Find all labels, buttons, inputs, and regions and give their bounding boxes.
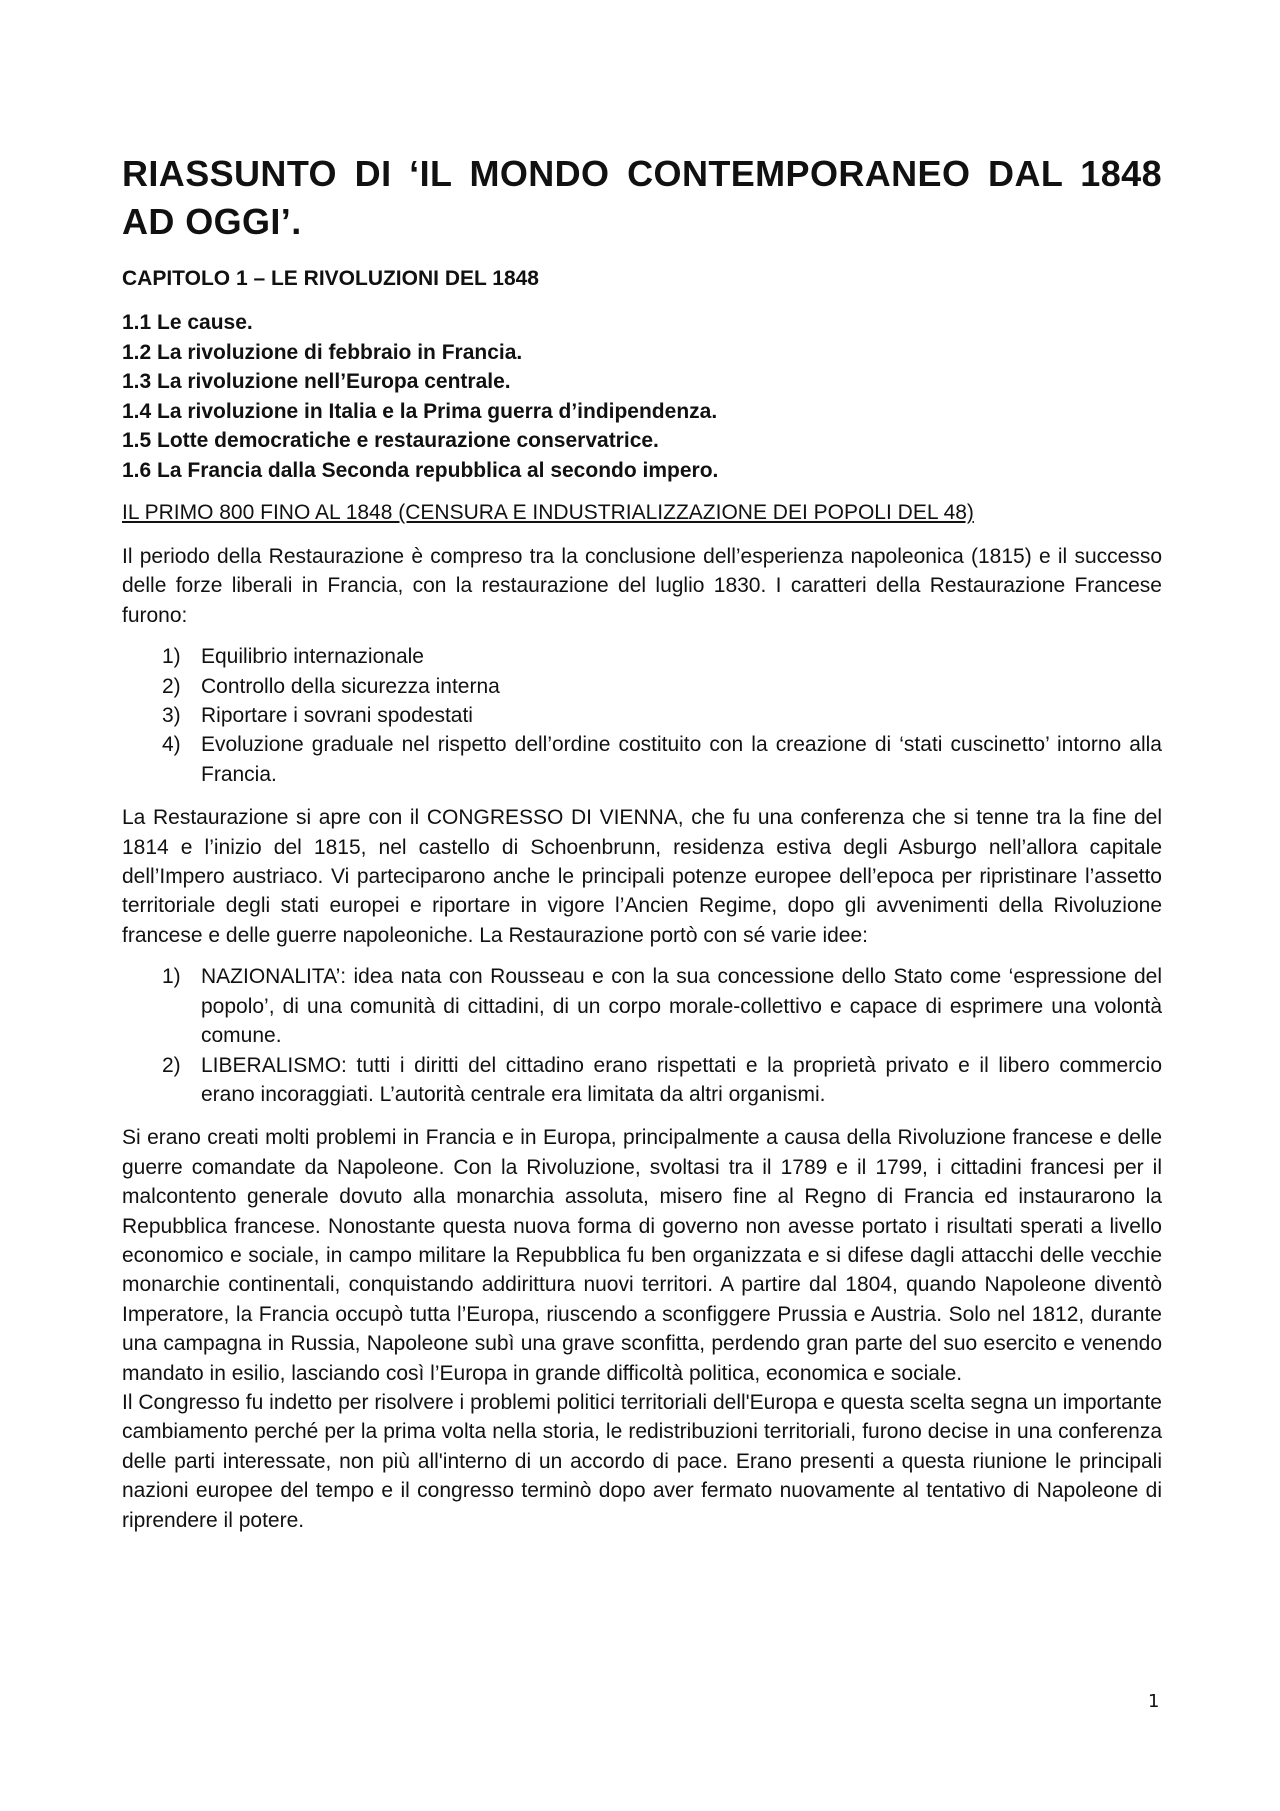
paragraph-congresso-scopo: Il Congresso fu indetto per risolvere i problemi politici territoriali dell'Europa e questa scelta segna un importante cambiamento perché per la prima volta nella storia, le redistribuzioni territoriali, furono decise in una conferenza delle parti interessate, non più all'interno di un accordo di pace. Erano presenti a questa riunione le principali nazioni europee del tempo e il congresso terminò dopo aver fermato nuovamente al tentativo di Napoleone di riprendere il potere. [122,1390,1162,1532]
outline-item: 1.4 La rivoluzione in Italia e la Prima guerra d’indipendenza. [122,399,718,423]
list-item-number: 3) [162,704,181,728]
list-item-number: 4) [162,733,181,757]
list-item-number: 2) [162,674,181,698]
list-item [122,642,1162,671]
list-item-text: Evoluzione graduale nel rispetto dell’ordine costituito con la creazione di ‘stati cuscinetto’ intorno alla Francia. [201,733,1162,786]
section-heading: IL PRIMO 800 FINO AL 1848 (CENSURA E INDUSTRIALIZZAZIONE DEI POPOLI DEL 48) [122,501,974,524]
list-item-text: NAZIONALITA’: idea nata con Rousseau e con la sua concessione dello Stato come ‘espressione del popolo’, di una comunità di cittadini, di un corpo morale-collettivo e capace di esprimere una volontà comune. [201,965,1162,1048]
restaurazione-ideas-list [122,962,1162,1109]
page-number: 1 [1148,1691,1160,1712]
outline-item: 1.5 Lotte democratiche e restaurazione conservatrice. [122,429,659,452]
list-item [122,962,1162,1050]
document-title: RIASSUNTO DI ‘IL MONDO CONTEMPORANEO DAL 1848 AD OGGI’. [122,153,1162,242]
list-item-text: Riportare i sovrani spodestati [201,704,473,728]
chapter-heading: CAPITOLO 1 – LE RIVOLUZIONI DEL 1848 [122,267,539,290]
list-item [122,701,1162,730]
restaurazione-characteristics-list [122,642,1162,789]
list-item [122,1051,1162,1110]
paragraph-restaurazione: Il periodo della Restaurazione è compreso tra la conclusione dell’esperienza napoleonica (1815) e il successo delle forze liberali in Francia, con la restaurazione del luglio 1830. I caratteri della Restaurazione Francese furono: [122,545,1162,627]
page-content [122,150,1162,1535]
outline-item: 1.2 La rivoluzione di febbraio in Francia. [122,340,523,364]
paragraph-congresso-vienna: La Restaurazione si apre con il CONGRESSO DI VIENNA, che fu una conferenza che si tenne tra la fine del 1814 e l’inizio del 1815, nel castello di Schoenbrunn, residenza estiva degli Asburgo nell’allora capitale dell’Impero austriaco. Vi parteciparono anche le principali potenze europee dell’epoca per ripristinare l’assetto territoriale degli stati europei e riportare in vigore l’Ancien Regime, dopo gli avvenimenti della Rivoluzione francese e delle guerre napoleoniche. La Restaurazione portò con sé varie idee: [122,806,1162,947]
list-item-number: 1) [162,965,181,989]
list-item-number: 1) [162,645,181,669]
chapter-outline [122,308,1162,485]
outline-item: 1.6 La Francia dalla Seconda repubblica al secondo impero. [122,458,719,482]
list-item [122,672,1162,701]
list-item-number: 2) [162,1053,181,1077]
list-item [122,730,1162,789]
list-item-text: Controllo della sicurezza interna [201,674,500,698]
paragraph-problemi-europa: Si erano creati molti problemi in Francia e in Europa, principalmente a causa della Rivoluzione francese e delle guerre comandate da Napoleone. Con la Rivoluzione, svoltasi tra il 1789 e il 1799, i cittadini francesi per il malcontento generale dovuto alla monarchia assoluta, misero fine al Regno di Francia ed instaurarono la Repubblica francese. Nonostante questa nuova forma di governo non avesse portato i risultati sperati a livello economico e sociale, in campo militare la Repubblica fu ben organizzata e si difese dagli attacchi delle vecchie monarchie continentali, conquistando addirittura nuovi territori. A partire dal 1804, quando Napoleone diventò Imperatore, la Francia occupò tutta l’Europa, riuscendo a sconfiggere Prussia e Austria. Solo nel 1812, durante una campagna in Russia, Napoleone subì una grave sconfitta, perdendo gran parte del suo esercito e venendo mandato in esilio, lasciando così l’Europa in grande difficoltà politica, economica e sociale. [122,1126,1162,1385]
outline-item: 1.1 Le cause. [122,311,253,334]
outline-item: 1.3 La rivoluzione nell’Europa centrale. [122,370,511,393]
list-item-text: Equilibrio internazionale [201,645,424,669]
list-item-text: LIBERALISMO: tutti i diritti del cittadino erano rispettati e la proprietà privato e il libero commercio erano incoraggiati. L’autorità centrale era limitata da altri organismi. [201,1053,1162,1106]
